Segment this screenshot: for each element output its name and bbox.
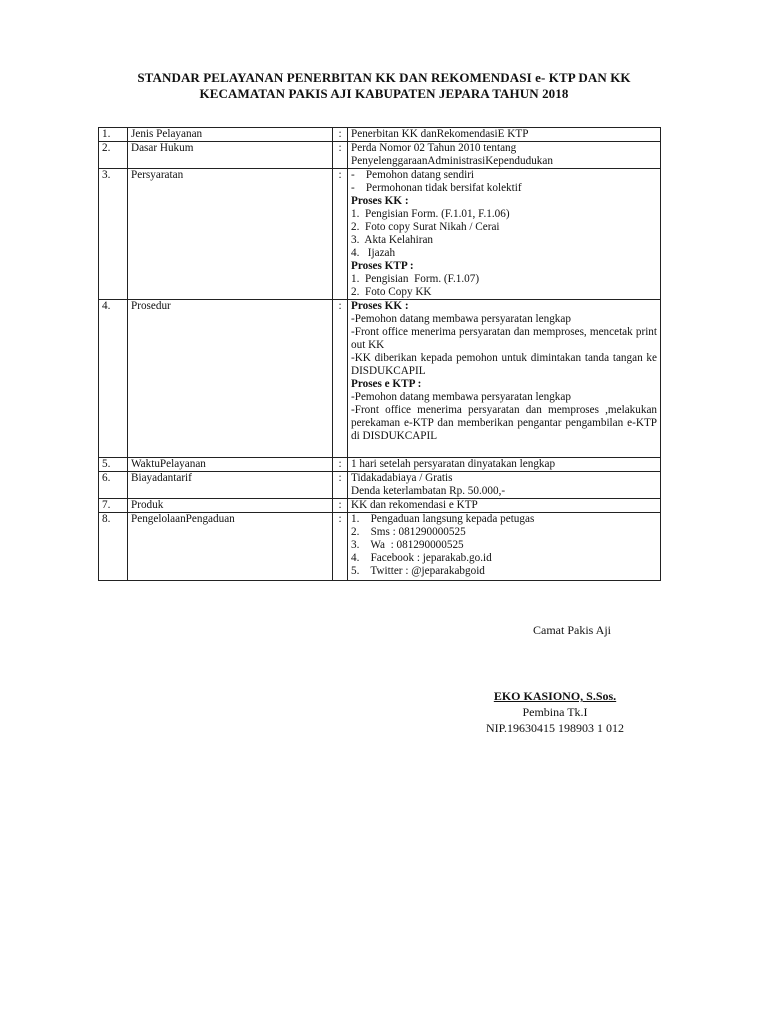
value-line: 1. Pengisian Form. (F.1.07) bbox=[351, 273, 480, 285]
title-line-1: STANDAR PELAYANAN PENERBITAN KK DAN REKOMENDASI e- KTP DAN KK bbox=[137, 70, 631, 85]
row-value bbox=[348, 300, 661, 458]
row-value: 1 hari setelah persyaratan dinyatakan lengkap bbox=[348, 458, 661, 472]
value-line: - Pemohon datang sendiri bbox=[351, 169, 475, 181]
value-line: Perda Nomor 02 Tahun 2010 tentang bbox=[351, 142, 517, 154]
row-number: 2. bbox=[99, 142, 128, 169]
signatory-name: EKO KASIONO, S.Sos. bbox=[493, 689, 617, 703]
row-colon: : bbox=[333, 513, 348, 581]
row-label: Persyaratan bbox=[128, 169, 333, 300]
row-label: PengelolaanPengaduan bbox=[128, 513, 333, 581]
row-value bbox=[348, 169, 661, 300]
value-line: 2. Foto Copy KK bbox=[351, 286, 432, 298]
value-line: 1. Pengisian Form. (F.1.01, F.1.06) bbox=[351, 208, 510, 220]
value-line: 2. Foto copy Surat Nikah / Cerai bbox=[351, 221, 500, 233]
value-line: 5. Twitter : @jeparakabgoid bbox=[351, 565, 485, 577]
row-number: 8. bbox=[99, 513, 128, 581]
signatory-position: Camat Pakis Aji bbox=[533, 623, 611, 637]
row-value bbox=[348, 472, 661, 499]
section-heading: Proses e KTP : bbox=[351, 378, 422, 390]
row-value bbox=[348, 513, 661, 581]
row-value: Penerbitan KK danRekomendasiE KTP bbox=[348, 128, 661, 142]
value-line: 3. Akta Kelahiran bbox=[351, 234, 434, 246]
value-line: -KK diberikan kepada pemohon untuk dimintakan tanda tangan ke DISDUKCAPIL bbox=[351, 352, 657, 377]
row-colon: : bbox=[333, 472, 348, 499]
row-colon: : bbox=[333, 300, 348, 458]
table-row bbox=[99, 499, 661, 513]
row-label: Produk bbox=[128, 499, 333, 513]
value-line: -Front office menerima persyaratan dan memproses ,melakukan perekaman e-KTP dan memberikan pengantar pengambilan e-KTP di DISDUKCAPIL bbox=[351, 404, 657, 442]
row-colon: : bbox=[333, 142, 348, 169]
service-standard-table bbox=[98, 127, 661, 581]
value-line: -Pemohon datang membawa persyaratan lengkap bbox=[351, 391, 571, 403]
section-heading: Proses KK : bbox=[351, 300, 409, 312]
value-line: 2. Sms : 081290000525 bbox=[351, 526, 466, 538]
document-title bbox=[60, 70, 708, 102]
row-colon: : bbox=[333, 458, 348, 472]
value-line: Tidakadabiaya / Gratis bbox=[351, 472, 453, 484]
value-line: 3. Wa : 081290000525 bbox=[351, 539, 464, 551]
row-colon: : bbox=[333, 128, 348, 142]
value-line: PenyelenggaraanAdministrasiKependudukan bbox=[351, 155, 553, 167]
row-value bbox=[348, 142, 661, 169]
table-row bbox=[99, 472, 661, 499]
row-value: KK dan rekomendasi e KTP bbox=[348, 499, 661, 513]
value-line: 1. Pengaduan langsung kepada petugas bbox=[351, 513, 535, 525]
value-line: 4. Facebook : jeparakab.go.id bbox=[351, 552, 492, 564]
row-number: 4. bbox=[99, 300, 128, 458]
row-colon: : bbox=[333, 499, 348, 513]
table-row bbox=[99, 300, 661, 458]
title-line-2: KECAMATAN PAKIS AJI KABUPATEN JEPARA TAHUN 2018 bbox=[199, 86, 569, 101]
table-row bbox=[99, 142, 661, 169]
row-number: 3. bbox=[99, 169, 128, 300]
row-number: 5. bbox=[99, 458, 128, 472]
value-line: - Permohonan tidak bersifat kolektif bbox=[351, 182, 522, 194]
value-line: Denda keterlambatan Rp. 50.000,- bbox=[351, 485, 506, 497]
row-label: Biayadantarif bbox=[128, 472, 333, 499]
row-label: Prosedur bbox=[128, 300, 333, 458]
table-row bbox=[99, 128, 661, 142]
row-number: 7. bbox=[99, 499, 128, 513]
value-line: -Front office menerima persyaratan dan memproses, mencetak print out KK bbox=[351, 326, 657, 351]
table-row bbox=[99, 169, 661, 300]
section-heading: Proses KTP : bbox=[351, 260, 414, 272]
row-label: WaktuPelayanan bbox=[128, 458, 333, 472]
row-label: Jenis Pelayanan bbox=[128, 128, 333, 142]
section-heading: Proses KK : bbox=[351, 195, 409, 207]
table-row bbox=[99, 458, 661, 472]
row-label: Dasar Hukum bbox=[128, 142, 333, 169]
table-row bbox=[99, 513, 661, 581]
row-colon: : bbox=[333, 169, 348, 300]
value-line: -Pemohon datang membawa persyaratan lengkap bbox=[351, 313, 571, 325]
row-number: 1. bbox=[99, 128, 128, 142]
row-number: 6. bbox=[99, 472, 128, 499]
signatory-nip: NIP.19630415 198903 1 012 bbox=[485, 721, 624, 735]
value-line: 4. Ijazah bbox=[351, 247, 396, 259]
signatory-rank: Pembina Tk.I bbox=[522, 705, 588, 719]
